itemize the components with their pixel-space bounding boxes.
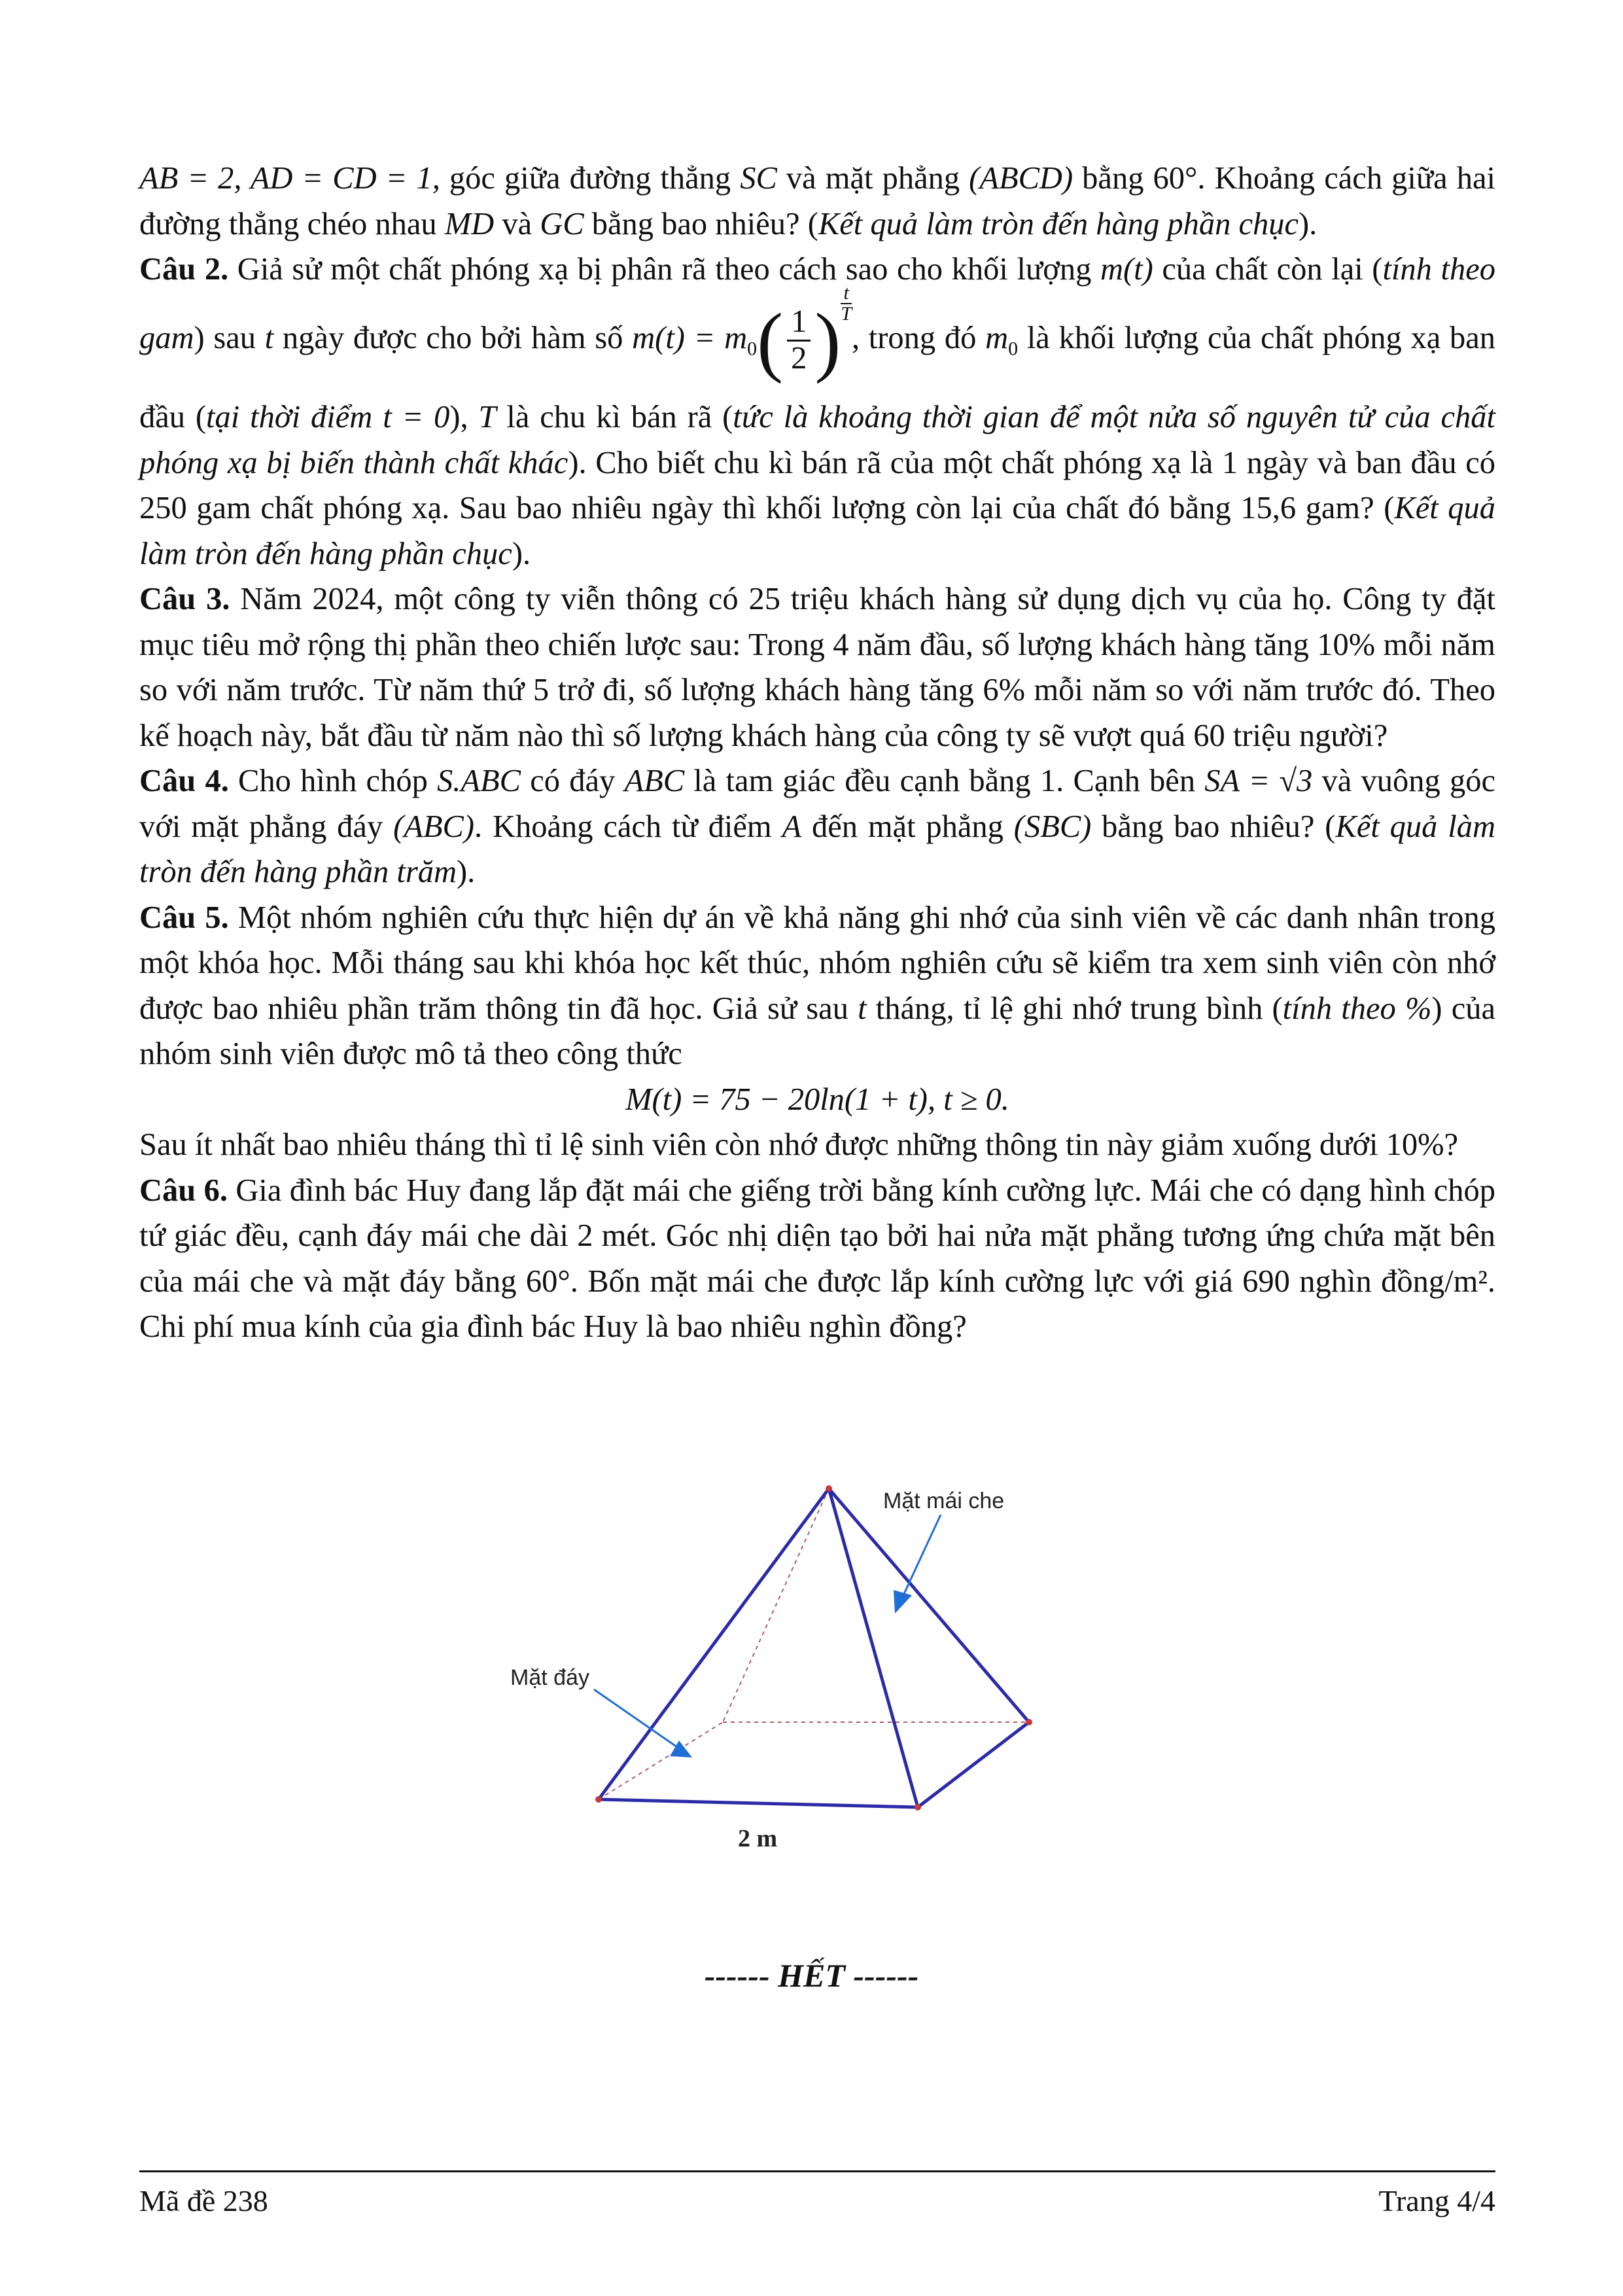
base-arrow-head: [670, 1740, 692, 1757]
hidden-edge-back-left: [599, 1722, 723, 1799]
edge-apex-front: [829, 1489, 918, 1807]
edge-apex-left: [599, 1489, 829, 1799]
question-3-label: Câu 3.: [139, 582, 230, 617]
end-mark: ------ HẾT ------: [704, 1957, 919, 1994]
pyramid-figure: [510, 1459, 1158, 1881]
vertex-right: [1026, 1719, 1032, 1725]
question-5-ask: Sau ít nhất bao nhiêu tháng thì tỉ lệ sinh viên còn nhớ được những thông tin này giảm xuống dưới 10%?: [139, 1127, 1459, 1163]
vertex-left: [595, 1796, 602, 1803]
question-4: Câu 4. Cho hình chóp S.ABC có đáy ABC là tam giác đều cạnh bằng 1. Cạnh bên SA = √3 và vuông góc với mặt phẳng đáy (ABC). Khoảng cách từ điểm A đến mặt phẳng (SBC) bằng bao nhiêu? (Kết quả làm tròn đến hàng phần trăm).: [139, 764, 1496, 890]
roof-arrow-head: [894, 1590, 912, 1614]
footer-divider: [139, 2170, 1495, 2172]
question-3: Câu 3. Năm 2024, một công ty viễn thông có 25 triệu khách hàng sử dụng dịch vụ của họ. Công ty đặt mục tiêu mở rộng thị phần theo chiến lược sau: Trong 4 năm đầu, số lượng khách hàng tăng 10% mỗi năm so với năm trước. Từ năm thứ 5 trở đi, số lượng khách hàng tăng 6% mỗi năm so với năm trước đó. Theo kế hoạch này, bắt đầu từ năm nào thì số lượng khách hàng của công ty sẽ vượt quá 60 triệu người?: [139, 582, 1495, 753]
hidden-edge-apex-back: [723, 1489, 829, 1722]
question-6: Câu 6. Gia đình bác Huy đang lắp đặt mái che giếng trời bằng kính cường lực. Mái che có dạng hình chóp tứ giác đều, cạnh đáy mái che dài 2 mét. Góc nhị diện tạo bởi hai nửa mặt phẳng tương ứng chứa mặt bên của mái che và mặt đáy bằng 60°. Bốn mặt mái che được lắp kính cường lực với giá 690 nghìn đồng/m². Chi phí mua kính của gia đình bác Huy là bao nhiêu nghìn đồng?: [139, 1173, 1496, 1345]
question-6-label: Câu 6.: [139, 1173, 228, 1208]
question-5-label: Câu 5.: [139, 900, 229, 935]
vertex-apex: [826, 1485, 832, 1492]
question-2: Câu 2. Giả sử một chất phóng xạ bị phân rã theo cách sao cho khối lượng m(t) của chất còn lại (tính theo gam) sau t ngày được cho bởi hàm số $m(t) = m_0$( $\frac{1}{2}$ ) $\frac{t}{T}$ , trong đó $m_0$ là khối lượng của chất phóng xạ ban đầu (tại thời điểm t = 0), T là chu kì bán rã (tức là khoảng thời gian để một nửa số nguyên tử của chất phóng xạ bị biến thành chất khác). Cho biết chu kì bán rã của một chất phóng xạ là 1 ngày và ban đầu có 250 gam chất phóng xạ. Sau bao nhiêu ngày thì khối lượng còn lại của chất đó bằng 15,6 gam? (Kết quả làm tròn đến hàng phần chục).: [139, 252, 1496, 571]
base-arrow-line: [594, 1689, 677, 1747]
vertex-front: [915, 1804, 921, 1810]
question-5: Câu 5. Một nhóm nghiên cứu thực hiện dự án về khả năng ghi nhớ của sinh viên về các danh nhân trong một khóa học. Mỗi tháng sau khi khóa học kết thúc, nhóm nghiên cứu sẽ kiểm tra xem sinh viên còn nhớ được bao nhiêu phần trăm thông tin đã học. Giả sử sau t tháng, tỉ lệ ghi nhớ trung bình (tính theo %) của nhóm sinh viên được mô tả theo công thức: [139, 900, 1496, 1072]
condition-math: AB = 2, AD = CD = 1,: [139, 161, 440, 196]
label-side-length: 2 m: [738, 1825, 778, 1852]
page-number: Trang 4/4: [1378, 2184, 1495, 2217]
question-body: [139, 156, 1495, 1350]
label-base-face: Mặt đáy: [510, 1665, 589, 1690]
decay-formula: $m(t) = m_0$( $\frac{1}{2}$ ) $\frac{t}{T}$: [632, 281, 852, 384]
intro-paragraph: AB = 2, AD = CD = 1, góc giữa đường thẳng SC và mặt phẳng (ABCD) bằng 60°. Khoảng cách giữa hai đường thẳng chéo nhau MD và GC bằng bao nhiêu? (Kết quả làm tròn đến hàng phần chục).: [139, 161, 1496, 241]
label-roof-face: Mặt mái che: [883, 1489, 1005, 1513]
edge-base-front: [599, 1799, 918, 1807]
memory-formula: M(t) = 75 − 20ln(1 + t), t ≥ 0.: [625, 1082, 1009, 1117]
roof-arrow-line: [903, 1515, 941, 1597]
question-4-label: Câu 4.: [139, 764, 229, 799]
edge-apex-right: [829, 1489, 1029, 1722]
exam-code: Mã đề 238: [139, 2184, 268, 2217]
edge-base-right: [918, 1722, 1029, 1807]
question-2-label: Câu 2.: [139, 252, 229, 287]
